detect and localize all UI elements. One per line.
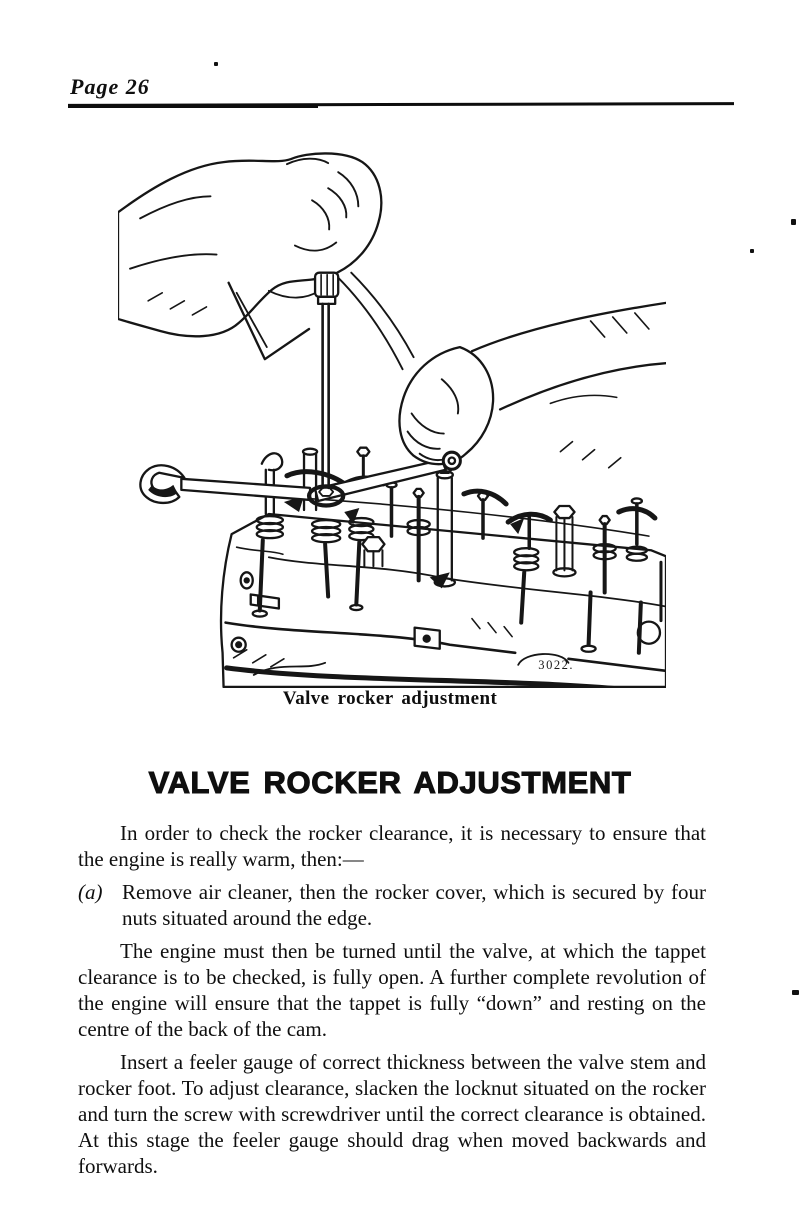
page-number-label: Page 26 [70, 74, 150, 99]
paragraph-feeler-gauge: Insert a feeler gauge of correct thickness between the valve stem and rocker foot. To adjust clearance, slacken the locknut situated on the rocker and turn the screw with screwdriver until the correct clearance is obtained. At this stage the feeler gauge should drag when moved backwards and forwards. [78, 1050, 706, 1178]
scan-speck [791, 219, 796, 225]
hand-on-screwdriver [118, 153, 414, 369]
hand-holding-wrench [399, 303, 666, 469]
scan-speck [214, 62, 218, 66]
screwdriver [315, 273, 338, 488]
paragraph-turning-engine: The engine must then be turned until the valve, at which the tappet clearance is to be checked, is fully open. A further complete revolution of the engine will ensure that the tappet is fully “down” and resting on the centre of the back of the cam. [78, 939, 706, 1041]
list-item-a-text: Remove air cleaner, then the rocker cover, which is secured by four nuts situated around the edge. [122, 880, 706, 930]
valve-rocker-illustration-svg [118, 150, 666, 688]
scan-speck [750, 249, 754, 253]
section-heading: VALVE ROCKER ADJUSTMENT [148, 765, 632, 800]
figure-number: 3022. [538, 657, 575, 672]
header-rule-underline [68, 106, 318, 108]
body-text [78, 820, 706, 1186]
figure-caption: Valve rocker adjustment [282, 688, 498, 709]
engine-cylinder-head [221, 497, 666, 688]
scan-speck [792, 990, 799, 995]
list-item-a-marker: (a) [78, 880, 103, 904]
figure-illustration [118, 150, 666, 688]
wrench [140, 460, 445, 506]
list-item-a [78, 879, 706, 931]
paragraph-intro: In order to check the rocker clearance, it is necessary to ensure that the engine is really warm, then:— [78, 821, 706, 871]
